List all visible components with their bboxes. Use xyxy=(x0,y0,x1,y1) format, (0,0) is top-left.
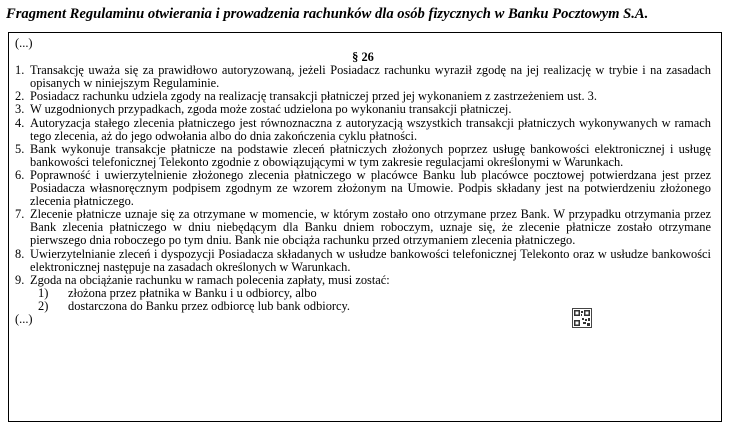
sub-item-number: 1) xyxy=(38,285,49,300)
provisions-list xyxy=(15,64,711,313)
document-title: Fragment Regulaminu otwierania i prowadzenia rachunków dla osób fizycznych w Banku Pocztowym S.A. xyxy=(6,6,649,22)
regulation-frame xyxy=(8,32,722,422)
item-number: 4. xyxy=(15,115,25,130)
sub-item-text: złożona przez płatnika w Banku i u odbiorcy, albo xyxy=(68,285,317,300)
item-text: Bank wykonuje transakcje płatnicze na podstawie zleceń płatniczych złożonych poprzez usługę bankowości elektronicznej i usługę bankowości telefonicznej Telekonto zgodnie z obowiązującymi w tym zakresie regulacjami określonymi w Warunkach. xyxy=(30,141,711,169)
item-text: Uwierzytelnianie zleceń i dyspozycji Posiadacza składanych w usłudze bankowości telefonicznej Telekonto oraz w usłudze bankowości elektronicznej następuje na zasadach określonych w Warunkach. xyxy=(30,246,711,274)
section-heading: § 26 xyxy=(352,50,374,65)
item-number: 9. xyxy=(15,272,25,287)
sub-item-number: 2) xyxy=(38,298,49,313)
ellipsis-bottom: (...) xyxy=(15,311,33,326)
item-text: Poprawność i uwierzytelnienie złożonego zlecenia płatniczego w placówce Banku lub placówce pocztowej potwierdzana jest przez Posiadacza własnoręcznym podpisem zgodnym ze wzorem złożonym na Umowie. Podpis składany jest na potwierdzeniu złożonego zlecenia płatniczego. xyxy=(30,167,711,209)
qr-code-icon xyxy=(572,308,592,328)
item-number: 5. xyxy=(15,141,25,156)
item-number: 6. xyxy=(15,167,25,182)
item-text: W uzgodnionych przypadkach, zgoda może zostać udzielona po wykonaniu transakcji płatniczej. xyxy=(30,102,512,117)
list-item xyxy=(15,117,711,143)
sub-list-item xyxy=(30,300,711,313)
item-number: 8. xyxy=(15,246,25,261)
list-item xyxy=(15,208,711,247)
list-item xyxy=(15,248,711,274)
list-item xyxy=(15,143,711,169)
item-text: Autoryzacja stałego zlecenia płatniczego jest równoznaczna z autoryzacją wszystkich transakcji płatniczych wykonywanych w ramach tego zlecenia, aż do jego odwołania albo do dnia zakończenia cyklu płatności. xyxy=(30,115,711,143)
item-number: 3. xyxy=(15,102,25,117)
sub-item-text: dostarczona do Banku przez odbiorcę lub bank odbiorcy. xyxy=(68,298,351,313)
list-item xyxy=(15,274,711,313)
ellipsis-top: (...) xyxy=(15,36,33,50)
item-number: 7. xyxy=(15,207,25,222)
item-text: Transakcję uważa się za prawidłowo autoryzowaną, jeżeli Posiadacz rachunku wyraził zgodę na jej realizację w trybie i na zasadach opisanych w niniejszym Regulaminie. xyxy=(30,63,711,91)
item-number: 1. xyxy=(15,63,25,78)
list-item xyxy=(15,169,711,208)
item-number: 2. xyxy=(15,89,25,104)
item-text: Posiadacz rachunku udziela zgody na realizację transakcji płatniczej przed jej wykonaniem z zastrzeżeniem ust. 3. xyxy=(30,89,597,104)
item-text: Zlecenie płatnicze uznaje się za otrzymane w momencie, w którym zostało ono otrzymane przez Bank. W przypadku otrzymania przez Bank zlecenia płatniczego w dniu niebędącym dla Banku dniem roboczym, uznaje się, że zlecenie płatnicze zostało otrzymane pierwszego dnia roboczego po tym dniu. Bank nie obciąża rachunku przed otrzymaniem zlecenia płatniczego. xyxy=(30,207,711,248)
item-text: Zgoda na obciążanie rachunku w ramach polecenia zapłaty, musi zostać: xyxy=(30,272,390,287)
list-item xyxy=(15,64,711,90)
sub-list xyxy=(30,287,711,313)
